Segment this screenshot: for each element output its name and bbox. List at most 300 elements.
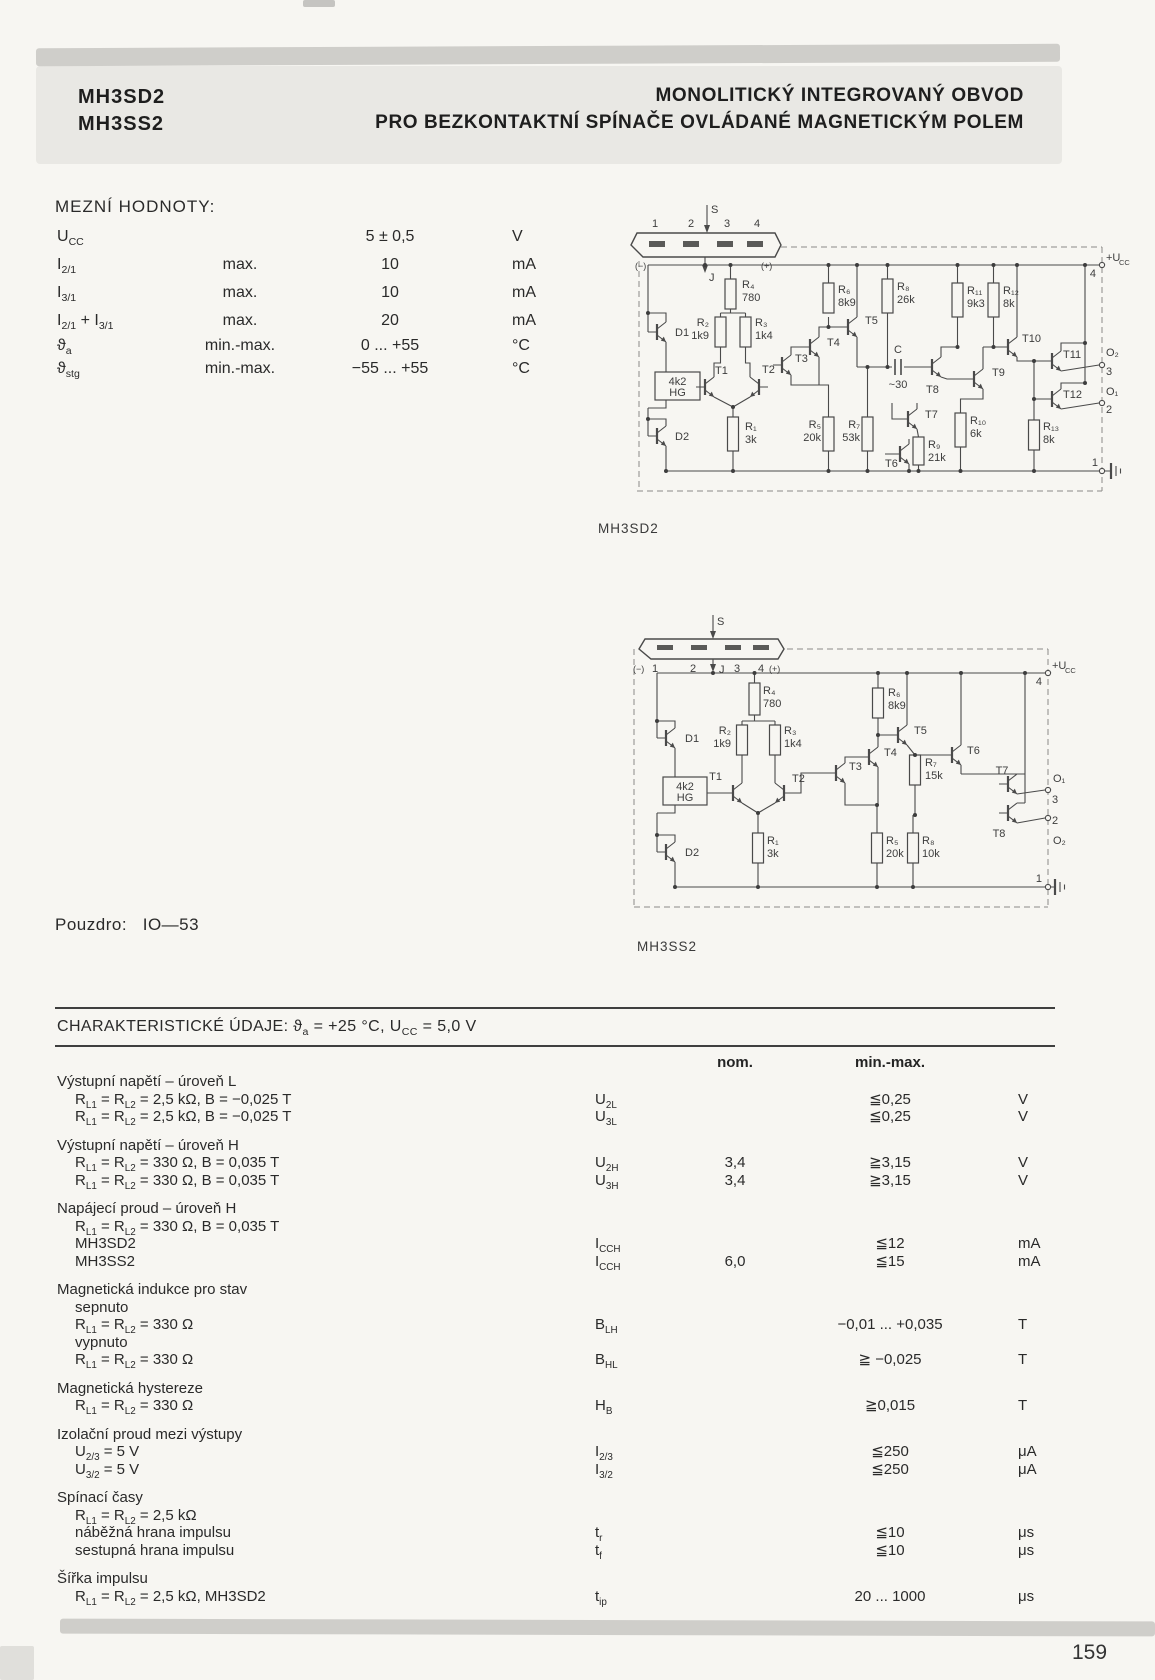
row-nominal (695, 1334, 775, 1352)
resistor-r11 (952, 283, 963, 317)
limit-unit: mA (512, 284, 536, 301)
table-row (57, 1588, 1117, 1606)
label-t6: T6 (967, 745, 980, 757)
label-r1-value: 3k (745, 434, 757, 446)
row-symbol: $U_{3L}$ (595, 1108, 617, 1128)
row-range: −0,01 ... +0,035 (837, 1316, 943, 1333)
limit-symbol: $I_{2/1} + I_{3/1}$ (57, 312, 114, 333)
table-group-label: Výstupní napětí – úroveň H (57, 1136, 239, 1154)
ground-symbol (1111, 463, 1121, 479)
row-symbol: $I_{3/2}$ (595, 1460, 613, 1481)
row-condition: MH3SD2 (75, 1235, 136, 1252)
limit-value: 0 ... +55 (360, 337, 420, 354)
column-header-minmax: min.-max. (854, 1054, 926, 1071)
package-value: IO—53 (142, 915, 200, 934)
wire (707, 773, 827, 887)
label-r10-value: 6k (970, 428, 982, 440)
limit-unit: mA (512, 256, 536, 273)
limit-value: 20 (381, 312, 399, 329)
label-r4: R₄ (763, 685, 776, 697)
resistor-r10 (955, 413, 966, 447)
transistor-t6 (943, 745, 961, 765)
characteristics-title: CHARAKTERISTICKÉ ÚDAJE: $ϑ_a = +25$ °C, $U_{CC} = 5,0$ V (57, 1018, 477, 1039)
row-range: ≦250 (871, 1443, 909, 1460)
row-nominal: 3,4 (724, 1171, 746, 1189)
limit-condition: min.-max. (204, 337, 276, 354)
schematic-caption-mh3sd2: MH3SD2 (598, 521, 659, 536)
row-symbol (595, 1299, 695, 1317)
package-symbol (631, 204, 781, 284)
row-condition: $U_{3/2} = 5$ V (75, 1460, 140, 1481)
resistor-r5 (823, 417, 834, 451)
row-nominal: 6,0 (724, 1252, 746, 1270)
table-row (57, 1235, 1117, 1253)
table-row (57, 1299, 1117, 1317)
label-r6: R₆ (888, 687, 901, 699)
row-symbol: $I_{CCH}$ (595, 1235, 621, 1255)
label-r7-value: 53k (842, 432, 860, 444)
pin-ground-1 (1099, 468, 1104, 473)
label-d2: D2 (675, 431, 690, 443)
label-r1-value: 3k (767, 848, 779, 860)
table-row (57, 1108, 1117, 1126)
page-number: 159 (1072, 1641, 1108, 1664)
limit-symbol: $I_{3/1}$ (57, 284, 77, 305)
resistor-r6 (873, 688, 884, 718)
ic-boundary (637, 247, 1102, 491)
row-range: ≧3,15 (869, 1171, 911, 1189)
row-unit: μA (1018, 1443, 1037, 1460)
row-symbol: $t_r$ (595, 1524, 603, 1544)
row-condition: sestupná hrana impulsu (75, 1541, 235, 1559)
row-unit (1005, 1507, 1075, 1525)
ground-symbol (1055, 879, 1065, 895)
label-pin-2: 2 (1106, 404, 1113, 416)
schematic-mh3sd2 (595, 195, 1155, 545)
label-t5: T5 (865, 315, 878, 327)
label-t7: T7 (995, 765, 1009, 777)
table-row (57, 1397, 1117, 1415)
transistor-d1 (648, 322, 666, 342)
transistor-t9 (965, 369, 983, 389)
label-c-value: ~30 (888, 379, 908, 391)
label-r11: R₁₁ (967, 285, 983, 297)
magnetic-field-label: S (711, 204, 719, 216)
row-condition: $R_{L1} = R_{L2} = 330$ Ω (75, 1397, 194, 1417)
label-c: C (894, 344, 902, 356)
row-unit: μs (1018, 1524, 1035, 1541)
table-group-label: Izolační proud mezi výstupy (57, 1425, 243, 1443)
row-symbol: $U_{3H}$ (595, 1171, 619, 1192)
resistor-r9 (913, 437, 924, 465)
label-r3: R₃ (755, 317, 768, 329)
row-range: ≦0,25 (869, 1090, 911, 1108)
package-label: Pouzdro: (55, 915, 128, 934)
label-hg: HG (676, 792, 694, 804)
label-d2: D2 (685, 847, 700, 859)
wire (696, 387, 750, 471)
transistor-t7 (999, 774, 1017, 794)
document-title (300, 82, 1024, 136)
row-range (775, 1507, 1005, 1525)
label-pin-3: 3 (1052, 794, 1059, 806)
row-symbol: $I_{2/3}$ (595, 1443, 613, 1463)
label-r5: R₅ (886, 835, 899, 847)
row-unit: T (1018, 1316, 1028, 1333)
transistor-t2 (775, 783, 793, 803)
wire (845, 673, 961, 833)
resistor-r4 (749, 683, 760, 715)
row-unit: mA (1018, 1252, 1041, 1270)
label-r8: R₈ (922, 835, 935, 847)
schematic-caption-mh3ss2: MH3SS2 (637, 939, 698, 954)
pin-label: 4 (1035, 676, 1042, 688)
package-symbol (633, 615, 784, 676)
row-symbol: $B_{LH}$ (595, 1316, 618, 1336)
label-hg-value: 4k2 (676, 781, 694, 793)
transistor-d2 (657, 842, 675, 862)
table-group-label: Napájecí proud – úroveň H (57, 1200, 237, 1217)
label-r7: R₇ (925, 757, 937, 769)
transistor-t4 (860, 747, 878, 767)
label-t6: T6 (885, 458, 898, 470)
table-row (57, 1253, 1117, 1271)
label-r4: R₄ (742, 279, 755, 291)
transistor-t3 (827, 763, 845, 783)
limit-symbol: $ϑ_{stg}$ (57, 360, 80, 381)
part-number-2: MH3SS2 (78, 113, 165, 135)
label-r5: R₅ (808, 419, 821, 431)
label-r2: R₂ (718, 725, 731, 737)
label-r7: R₇ (848, 419, 860, 431)
pin-label: 3 (723, 218, 731, 230)
scan-stripe-top (36, 44, 1060, 66)
row-symbol: $B_{HL}$ (595, 1351, 618, 1371)
label-r2-value: 1k9 (691, 330, 709, 342)
label-t2: T2 (762, 364, 775, 376)
limit-value: 10 (381, 284, 399, 301)
pin-label: 3 (733, 663, 741, 675)
label-r12-value: 8k (1003, 298, 1015, 310)
table-row (57, 1172, 1117, 1190)
label-hg: HG (669, 387, 686, 399)
table-group-label: Šířka impulsu (57, 1570, 148, 1587)
row-condition: $R_{L1} = R_{L2} = 330$ Ω, B = 0,035 T (75, 1154, 280, 1174)
transistor-t5 (889, 725, 907, 745)
row-unit: V (1018, 1154, 1029, 1171)
label-t9: T9 (992, 367, 1005, 379)
label-t7: T7 (925, 409, 938, 421)
table-rule-mid (55, 1045, 1055, 1047)
row-symbol: $H_B$ (595, 1397, 613, 1417)
label-r13: R₁₃ (1043, 421, 1060, 433)
transistor-t8 (923, 357, 941, 377)
row-condition: $R_{L1} = R_{L2} = 2,5$ kΩ, B = −0,025 T (75, 1090, 292, 1111)
row-nominal (695, 1235, 775, 1253)
polarity-minus: (−) (633, 664, 645, 674)
row-symbol: $t_{ip}$ (595, 1587, 607, 1608)
transistor-t3 (773, 355, 791, 375)
label-r6-value: 8k9 (888, 700, 906, 712)
pin-label: 2 (687, 218, 695, 230)
row-range: ≧0,015 (864, 1397, 916, 1414)
table-group-label: Výstupní napětí – úroveň L (57, 1073, 237, 1090)
limit-unit: °C (512, 360, 530, 377)
resistor-r1 (753, 833, 764, 863)
label-r7-value: 15k (925, 770, 943, 782)
limit-symbol: $U_{CC}$ (57, 228, 84, 249)
label-r9-value: 21k (928, 452, 946, 464)
row-unit: μA (1018, 1460, 1037, 1478)
row-unit: T (1018, 1351, 1028, 1368)
row-unit (1005, 1334, 1075, 1352)
row-unit (1005, 1218, 1075, 1236)
document-title-line2: PRO BEZKONTAKTNÍ SPÍNAČE OVLÁDANÉ MAGNETICKÝM POLEM (375, 112, 1024, 133)
row-condition: MH3SS2 (75, 1252, 136, 1270)
label-r11-value: 9k3 (967, 298, 985, 310)
label-t1: T1 (709, 771, 722, 783)
label-r4-value: 780 (763, 698, 782, 710)
row-range (775, 1218, 1005, 1236)
schematic-mh3ss2 (595, 575, 1080, 920)
row-nominal (695, 1397, 775, 1415)
row-unit: mA (1018, 1235, 1041, 1252)
limit-value: −55 ... +55 (351, 360, 429, 377)
row-condition: $R_{L1} = R_{L2} = 330$ Ω (75, 1316, 194, 1336)
resistor-r12 (988, 283, 999, 317)
scan-smudge-corner (0, 1646, 34, 1680)
ucc-label-sub: CC (1065, 666, 1076, 675)
pin-label: 1 (651, 663, 659, 675)
pin-ucc (1045, 670, 1050, 675)
row-symbol (595, 1507, 695, 1525)
label-r1: R₁ (745, 421, 757, 433)
label-r3-value: 1k4 (784, 738, 802, 750)
row-range (775, 1299, 1005, 1317)
row-range: ≦10 (875, 1541, 905, 1559)
package-info (55, 915, 199, 935)
label-r2: R₂ (696, 317, 709, 329)
row-condition: $R_{L1} = R_{L2} = 2,5$ kΩ (75, 1506, 197, 1527)
label-t5: T5 (914, 725, 927, 737)
resistor-r3 (740, 317, 751, 347)
label-r6: R₆ (838, 284, 851, 296)
row-range: ≧3,15 (869, 1154, 911, 1171)
row-range: ≧ −0,025 (858, 1351, 922, 1368)
limits-row (0, 312, 600, 332)
table-row (57, 1461, 1117, 1479)
row-unit: V (1018, 1171, 1029, 1189)
polarity-plus: (+) (761, 261, 773, 271)
row-nominal (695, 1507, 775, 1525)
row-unit: V (1018, 1108, 1029, 1125)
resistor-r3 (770, 725, 781, 755)
row-nominal (695, 1542, 775, 1560)
table-group-label: Spínací časy (57, 1489, 143, 1506)
resistor-r2 (737, 725, 748, 755)
pin-ucc (1099, 262, 1104, 267)
label-t11: T11 (1063, 349, 1082, 361)
label-t4: T4 (884, 747, 897, 759)
label-t1: T1 (715, 365, 728, 377)
resistor-r1 (728, 417, 739, 451)
label-r8-value: 10k (922, 848, 940, 860)
limits-row (0, 256, 600, 276)
label-r8: R₈ (897, 281, 910, 293)
wire (1061, 265, 1111, 471)
row-unit: μs (1018, 1541, 1035, 1559)
transistor-t10 (999, 337, 1017, 357)
limit-condition: min.-max. (204, 360, 276, 377)
transistor-d1 (657, 728, 675, 748)
table-row (57, 1154, 1117, 1172)
row-range: ≦15 (875, 1252, 905, 1270)
label-r5-value: 20k (886, 848, 904, 860)
table-group-label: Magnetická hystereze (57, 1379, 203, 1397)
document-title-line1: MONOLITICKÝ INTEGROVANÝ OBVOD (655, 85, 1024, 106)
column-header-nom: nom. (717, 1054, 753, 1071)
label-r4-value: 780 (742, 292, 761, 304)
row-condition: $R_{L1} = R_{L2} = 330$ Ω, B = 0,035 T (75, 1171, 280, 1192)
row-symbol: $U_{2H}$ (595, 1154, 619, 1174)
label-pin-3: 3 (1106, 366, 1113, 378)
label-output-o2: O₂ (1106, 347, 1119, 359)
limit-unit: °C (512, 337, 530, 354)
row-range: ≦10 (875, 1524, 905, 1541)
table-row (57, 1542, 1117, 1560)
resistor-r2 (715, 317, 726, 347)
pin-label: 4 (753, 218, 761, 230)
table-group-label: Magnetická indukce pro stav (57, 1281, 248, 1298)
limit-condition: max. (222, 256, 258, 273)
scan-stripe-bottom (60, 1619, 1155, 1637)
table-row (57, 1443, 1117, 1461)
transistor-t1 (724, 783, 742, 803)
row-range: ≦250 (871, 1460, 909, 1478)
magnetic-field-label: S (717, 616, 725, 628)
transistor-d2 (648, 426, 666, 446)
row-nominal (695, 1351, 775, 1369)
table-row (57, 1334, 1117, 1352)
transistor-t2 (750, 377, 768, 397)
ucc-label-sub: CC (1119, 258, 1130, 267)
pin-label: 1 (651, 218, 659, 230)
limit-value: 10 (381, 256, 399, 273)
limits-row (0, 337, 600, 357)
table-row (57, 1351, 1117, 1369)
transistor-t12 (1043, 389, 1061, 409)
limit-unit: mA (512, 312, 536, 329)
table-rule-top (55, 1007, 1055, 1009)
label-r3: R₃ (784, 725, 797, 737)
limits-row (0, 360, 600, 380)
row-range: ≦12 (875, 1235, 905, 1252)
pin-label: 2 (689, 663, 697, 675)
limit-symbol: $I_{2/1}$ (57, 256, 77, 277)
row-condition: vypnuto (75, 1333, 128, 1351)
row-nominal (695, 1108, 775, 1126)
limit-condition: max. (222, 312, 258, 329)
limits-row (0, 228, 600, 248)
label-t8: T8 (992, 828, 1006, 840)
row-nominal (695, 1461, 775, 1479)
row-unit (1005, 1299, 1075, 1317)
resistor-r7 (862, 417, 873, 451)
pin-output-2 (1045, 815, 1050, 820)
label-t8: T8 (926, 384, 939, 396)
transistor-t7 (899, 409, 917, 429)
current-label: J (709, 272, 715, 284)
label-t12: T12 (1063, 389, 1082, 401)
row-condition: náběžná hrana impulsu (75, 1524, 231, 1541)
row-unit: V (1018, 1090, 1029, 1108)
resistor-r5 (872, 833, 883, 863)
row-nominal (695, 1299, 775, 1317)
row-condition: $R_{L1} = R_{L2} = 330$ Ω, B = 0,035 T (75, 1217, 280, 1238)
row-unit: T (1018, 1397, 1028, 1414)
label-t4: T4 (827, 337, 840, 349)
label-hg-value: 4k2 (668, 376, 687, 388)
limits-title: MEZNÍ HODNOTY: (55, 197, 216, 216)
label-d1: D1 (675, 327, 690, 339)
row-range: ≦0,25 (869, 1108, 911, 1125)
row-symbol: $t_f$ (595, 1541, 602, 1562)
row-symbol (595, 1334, 695, 1352)
characteristics-table (57, 1073, 1117, 1608)
polarity-plus: (+) (769, 664, 781, 674)
pin-ground-1 (1045, 884, 1050, 889)
label-r5-value: 20k (803, 432, 821, 444)
limit-unit: V (512, 228, 523, 245)
label-t2: T2 (792, 773, 805, 785)
resistor-r13 (1029, 420, 1040, 450)
row-nominal (695, 1588, 775, 1606)
label-r10: R₁₀ (970, 415, 987, 427)
table-row (57, 1091, 1117, 1109)
limits-row (0, 284, 600, 304)
label-r9: R₉ (928, 439, 941, 451)
capacitor-c (895, 359, 901, 375)
resistor-r4 (725, 279, 736, 309)
pin-output-2 (1099, 400, 1104, 405)
pin-label: 4 (757, 663, 765, 675)
resistor-r7 (910, 755, 921, 785)
label-pin-1: 1 (1035, 873, 1042, 885)
label-r8-value: 26k (897, 294, 915, 306)
pin-output-3 (1045, 787, 1050, 792)
polarity-minus: (−) (635, 261, 647, 271)
label-t10: T10 (1022, 333, 1041, 345)
pin-label: 4 (1089, 268, 1096, 280)
row-condition: $R_{L1} = R_{L2} = 2,5$ kΩ, B = −0,025 T (75, 1108, 292, 1128)
row-nominal (695, 1218, 775, 1236)
row-nominal (695, 1524, 775, 1542)
row-unit: μs (1018, 1587, 1035, 1605)
label-r1: R₁ (767, 835, 779, 847)
ucc-label: +U (1106, 252, 1121, 264)
resistor-r8 (908, 833, 919, 863)
pin-output-3 (1099, 362, 1104, 367)
table-row (57, 1524, 1117, 1542)
label-output-o2: O₂ (1053, 835, 1066, 847)
table-row (57, 1316, 1117, 1334)
row-symbol: $I_{CCH}$ (595, 1252, 621, 1273)
row-range (775, 1334, 1005, 1352)
row-nominal (695, 1443, 775, 1461)
part-number-1: MH3SD2 (78, 86, 166, 108)
table-row (57, 1507, 1117, 1525)
row-symbol (595, 1218, 695, 1236)
